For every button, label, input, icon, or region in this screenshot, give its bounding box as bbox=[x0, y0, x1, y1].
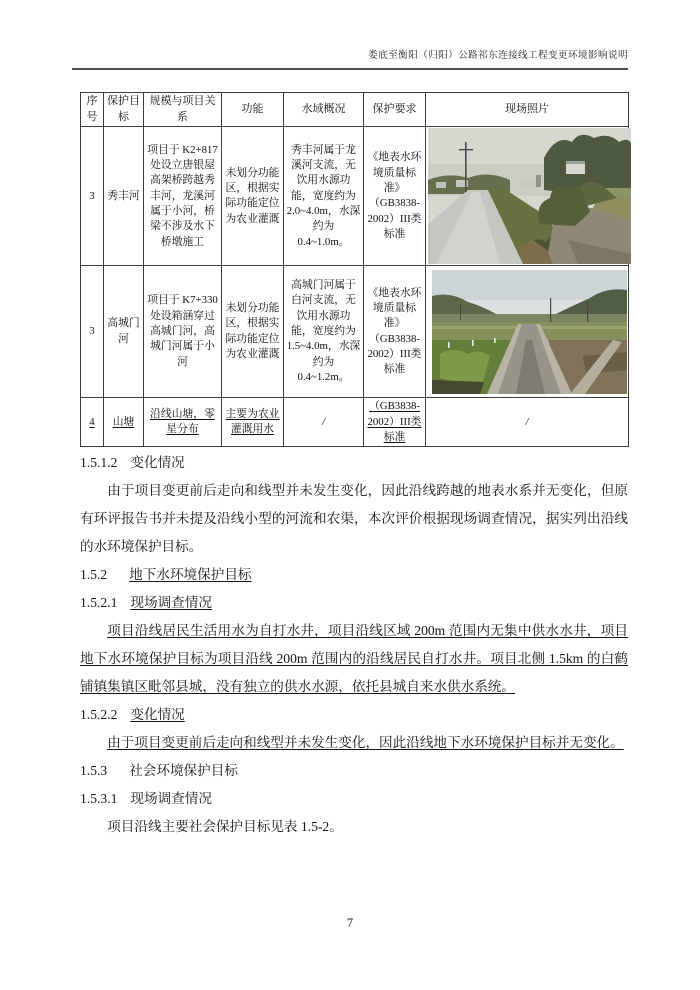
page-number: 7 bbox=[346, 916, 354, 930]
cell-relation: 项目于 K7+330 处设箱涵穿过高城门河，高城门河属于小河 bbox=[144, 266, 222, 398]
heading-title: 现场调查情况 bbox=[130, 791, 212, 806]
cell-function: 未划分功能区，根据实际功能定位为农业灌溉 bbox=[222, 127, 284, 266]
heading-1-5-2-1 bbox=[80, 589, 628, 617]
cell-relation: 沿线山塘，零星分布 bbox=[144, 398, 222, 447]
cell-requirement: 《地表水环境质量标准》（GB3838-2002）III类标准 bbox=[364, 266, 426, 398]
col-header-function: 功能 bbox=[222, 93, 284, 127]
heading-number: 1.5.1.2 bbox=[80, 455, 118, 470]
cell-target: 秀丰河 bbox=[104, 127, 144, 266]
table-header-row bbox=[81, 93, 629, 127]
heading-1-5-2-2 bbox=[80, 701, 628, 729]
heading-title: 变化情况 bbox=[130, 455, 185, 470]
heading-title: 社会环境保护目标 bbox=[129, 763, 238, 778]
heading-number: 1.5.2 bbox=[80, 567, 108, 582]
cell-target: 高城门河 bbox=[104, 266, 144, 398]
heading-title: 现场调查情况 bbox=[130, 595, 212, 610]
gaochengmen-river-site-photo bbox=[432, 270, 627, 394]
paragraph: 项目沿线主要社会保护目标见表 1.5-2。 bbox=[107, 819, 343, 834]
cell-function: 主要为农业灌溉用水 bbox=[222, 398, 284, 447]
heading-title: 变化情况 bbox=[130, 707, 185, 722]
col-header-relation: 规模与项目关系 bbox=[144, 93, 222, 127]
cell-function: 未划分功能区，根据实际功能定位为农业灌溉 bbox=[222, 266, 284, 398]
heading-number: 1.5.3.1 bbox=[80, 791, 118, 806]
running-header-title: 娄底至衡阳（归阳）公路祁东连接线工程变更环境影响说明 bbox=[368, 50, 628, 61]
cell-water: 高城门河属于白河支流，无饮用水源功能，宽度约为 1.5~4.0m，水深约为 0.4~1.2m。 bbox=[284, 266, 364, 398]
heading-number: 1.5.2.1 bbox=[80, 595, 118, 610]
col-header-target: 保护目标 bbox=[104, 93, 144, 127]
cell-target: 山塘 bbox=[104, 398, 144, 447]
col-header-photo: 现场照片 bbox=[426, 93, 629, 127]
cell-requirement: 《地表水环境质量标准》（GB3838-2002）III类标准 bbox=[364, 127, 426, 266]
cell-photo bbox=[426, 266, 629, 398]
paragraph: 由于项目变更前后走向和线型并未发生变化，因此沿线跨越的地表水系并无变化，但原有环评报告书并未提及沿线小型的河流和农渠，本次评价根据现场调查情况，据实列出沿线的水环境保护目标。 bbox=[80, 483, 628, 554]
cell-water: 秀丰河属于龙溪河支流，无饮用水源功能，宽度约为 2.0~4.0m，水深约为 0.4~1.0m。 bbox=[284, 127, 364, 266]
heading-number: 1.5.3 bbox=[80, 763, 108, 778]
col-header-water: 水域概况 bbox=[284, 93, 364, 127]
body-text bbox=[80, 449, 628, 841]
col-header-no: 序号 bbox=[81, 93, 104, 127]
cell-requirement: （GB3838-2002）III类标准 bbox=[364, 398, 426, 447]
table-row bbox=[81, 266, 629, 398]
header-rule bbox=[72, 68, 628, 70]
paragraph: 由于项目变更前后走向和线型并未发生变化，因此沿线地下水环境保护目标并无变化。 bbox=[107, 735, 624, 750]
paragraph: 项目沿线居民生活用水为自打水井，项目沿线区域 200m 范围内无集中供水水井，项目地下水环境保护目标为项目沿线 200m 范围内的沿线居民自打水井。项目北侧 1.5km 的白鹤铺镇集镇区毗邻县城，没有独立的供水水源，依托县城自来水供水系统。 bbox=[80, 623, 628, 694]
cell-water: / bbox=[284, 398, 364, 447]
heading-title: 地下水环境保护目标 bbox=[129, 567, 252, 582]
heading-1-5-3 bbox=[80, 757, 628, 785]
cell-no: 4 bbox=[81, 398, 104, 447]
heading-number: 1.5.2.2 bbox=[80, 707, 118, 722]
table-row bbox=[81, 398, 629, 447]
heading-1-5-3-1 bbox=[80, 785, 628, 813]
cell-photo: / bbox=[426, 398, 629, 447]
col-header-requirement: 保护要求 bbox=[364, 93, 426, 127]
cell-photo bbox=[426, 127, 629, 266]
cell-no: 3 bbox=[81, 266, 104, 398]
table-row bbox=[81, 127, 629, 266]
cell-relation: 项目于 K2+817 处设立唐银屋高架桥跨越秀丰河，龙溪河属于小河，桥梁不涉及水下桥墩施工 bbox=[144, 127, 222, 266]
heading-1-5-1-2 bbox=[80, 449, 628, 477]
cell-no: 3 bbox=[81, 127, 104, 266]
water-protection-table bbox=[80, 92, 629, 447]
heading-1-5-2 bbox=[80, 561, 628, 589]
xiufeng-river-site-photo bbox=[428, 128, 631, 264]
